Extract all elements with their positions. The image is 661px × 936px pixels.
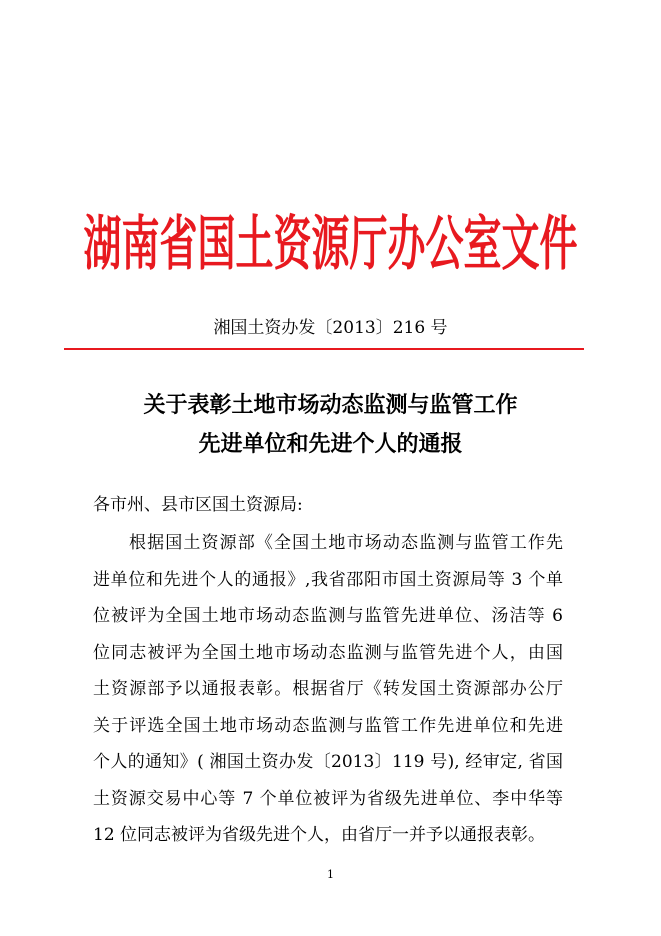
body-line-1: 根据国土资源部《全国土地市场动态监测与监管工作先 bbox=[129, 533, 563, 553]
body-line-2: 进单位和先进个人的通报》,我省邵阳市国土资源局等 3 个单 bbox=[93, 569, 563, 590]
body-line-9: 12 位同志被评为省级先进个人，由省厅一并予以通报表彰。 bbox=[93, 825, 546, 845]
body-line-7: 个人的通知》( 湘国土资办发〔2013〕119 号), 经审定, 省国 bbox=[93, 752, 563, 772]
subject-line-2: 先进单位和先进个人的通报 bbox=[198, 432, 463, 457]
document-number: 湘国土资办发〔2013〕216 号 bbox=[213, 318, 448, 338]
subject-line-1: 关于表彰土地市场动态监测与监管工作 bbox=[143, 393, 518, 418]
body-line-3: 位被评为全国土地市场动态监测与监管先进单位、汤洁等 6 bbox=[93, 606, 563, 626]
header-red-rule bbox=[64, 348, 584, 350]
page-number: 1 bbox=[327, 868, 334, 881]
body-line-6: 关于评选全国土地市场动态监测与监管工作先进单位和先进 bbox=[93, 715, 563, 736]
body-line-5: 土资源部予以通报表彰。根据省厅《转发国土资源部办公厅 bbox=[93, 679, 563, 699]
document-header-title: 湖南省国土资源厅办公室文件 bbox=[83, 208, 578, 279]
salutation: 各市州、县市区国土资源局: bbox=[93, 495, 303, 515]
body-line-8: 土资源交易中心等 7 个单位被评为省级先进单位、李中华等 bbox=[93, 788, 563, 809]
body-line-4: 位同志被评为全国土地市场动态监测与监管先进个人，由国 bbox=[93, 642, 563, 663]
